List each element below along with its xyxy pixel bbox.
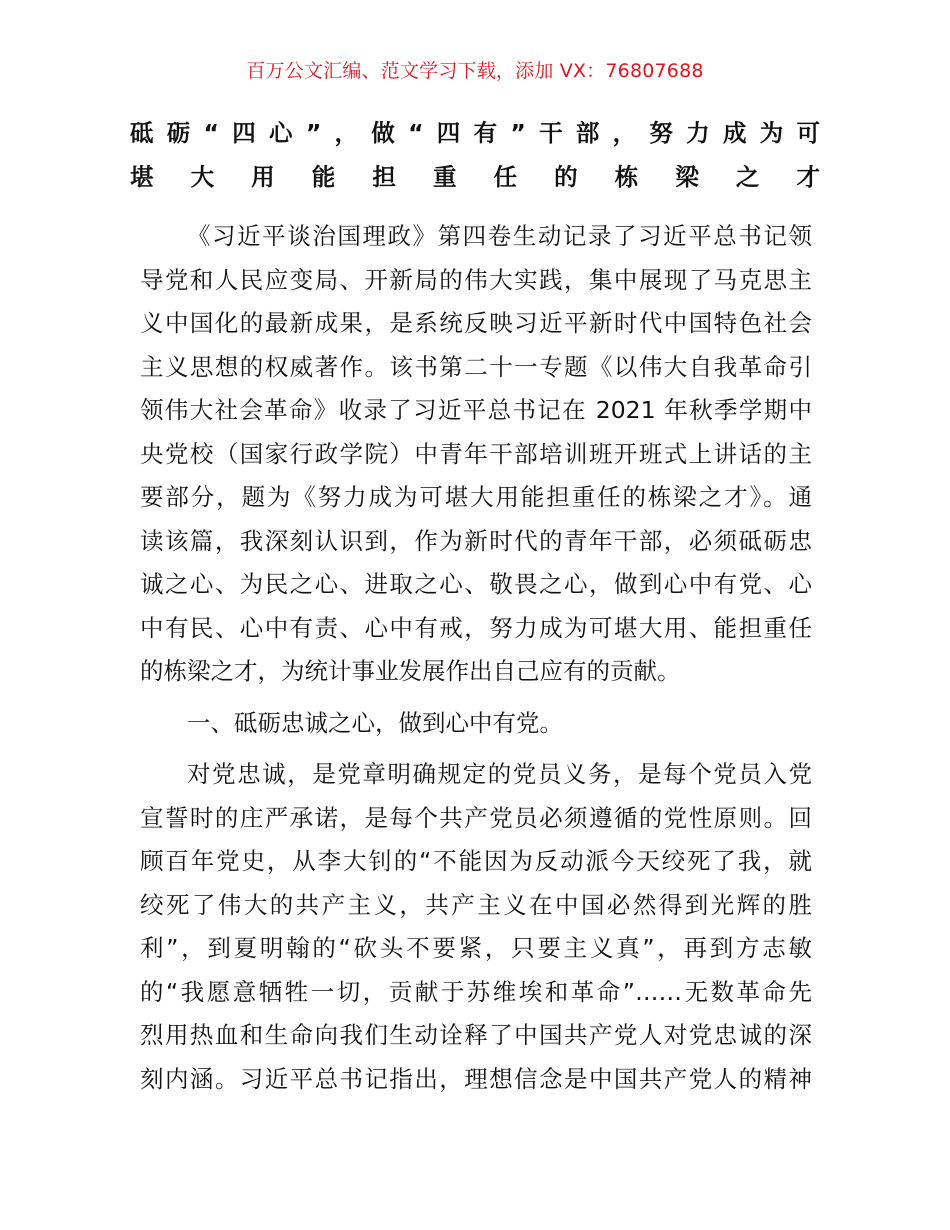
document-body — [140, 215, 812, 1101]
paragraph-line: 顾百年党史，从李大钊的“不能因为反动派今天绞死了我，就 — [140, 847, 812, 875]
promo-header: 百万公文汇编、范文学习下载，添加 VX：76807688 — [246, 60, 704, 82]
paragraph-line: 刻内涵。习近平总书记指出，理想信念是中国共产党人的精神 — [140, 1064, 812, 1093]
paragraph-line: 的“我愿意牺牲一切，贡献于苏维埃和革命”……无数革命先 — [140, 977, 812, 1006]
paragraph-line: 读该篇，我深刻认识到，作为新时代的青年干部，必须砥砺忠 — [140, 526, 812, 555]
paragraph-line: 诚之心、为民之心、进取之心、敬畏之心，做到心中有党、心 — [140, 570, 812, 598]
paragraph-line: 绞死了伟大的共产主义，共产主义在中国必然得到光辉的胜 — [140, 890, 812, 919]
paragraph-line: 利”，到夏明翰的“砍头不要紧，只要主义真”，再到方志敏 — [140, 934, 812, 962]
title-line: 砥砺“四心”，做“四有”干部，努力成为可 — [130, 119, 820, 147]
paragraph-line: 要部分，题为《努力成为可堪大用能担重任的栋梁之才》。通 — [140, 483, 812, 511]
paragraph-line: 烈用热血和生命向我们生动诠释了中国共产党人对党忠诚的深 — [140, 1021, 812, 1049]
intro-paragraph — [140, 215, 812, 694]
paragraph-line: 宣誓时的庄严承诺，是每个共产党员必须遵循的党性原则。回 — [140, 803, 812, 832]
paragraph-line: 央党校（国家行政学院）中青年干部培训班开班式上讲话的主 — [140, 439, 812, 468]
paragraph-line: 义中国化的最新成果，是系统反映习近平新时代中国特色社会 — [140, 309, 812, 337]
section-heading-text: 一、砥砺忠诚之心，做到心中有党。 — [187, 708, 563, 737]
title-line: 堪大用能担重任的栋梁之才 — [130, 162, 820, 191]
paragraph-line: 主义思想的权威著作。该书第二十一专题《以伟大自我革命引 — [140, 352, 812, 381]
paragraph-line: 的栋梁之才，为统计事业发展作出自己应有的贡献。 — [140, 657, 681, 685]
paragraph-line: 领伟大社会革命》收录了习近平总书记在 2021 年秋季学期中 — [140, 396, 812, 424]
paragraph-line: 《习近平谈治国理政》第四卷生动记录了习近平总书记领 — [187, 222, 812, 250]
section-paragraph — [140, 753, 812, 1101]
paragraph-line: 导党和人民应变局、开新局的伟大实践，集中展现了马克思主 — [140, 265, 812, 294]
paragraph-line: 对党忠诚，是党章明确规定的党员义务，是每个党员入党 — [187, 760, 812, 788]
paragraph-line: 中有民、心中有责、心中有戒，努力成为可堪大用、能担重任 — [140, 613, 812, 642]
document-title — [130, 112, 820, 199]
section-heading — [140, 702, 812, 746]
